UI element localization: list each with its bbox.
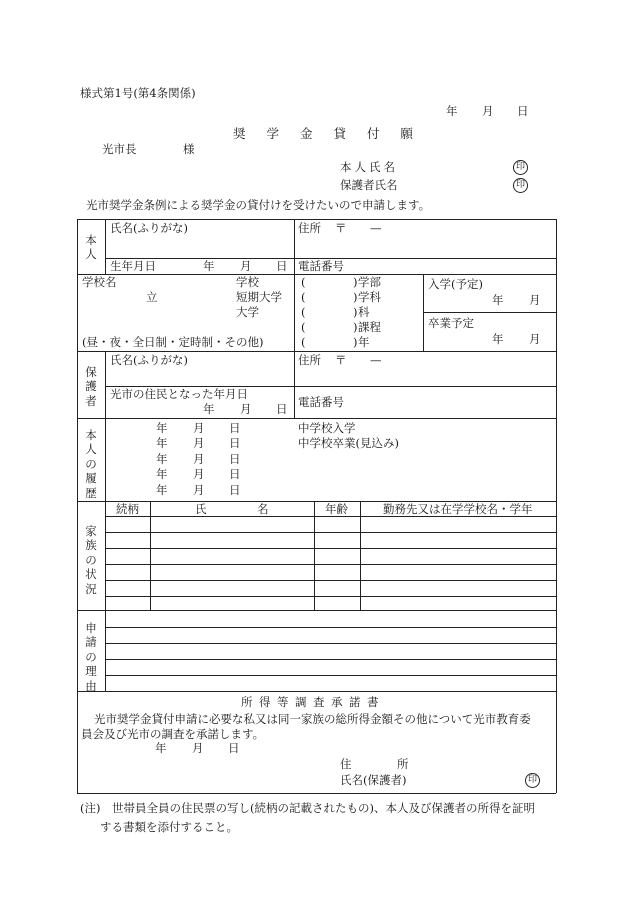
graduation-label: 卒業予定 bbox=[428, 316, 474, 330]
header-date-year: 年 bbox=[446, 104, 458, 118]
birthdate-year: 年 bbox=[203, 259, 215, 273]
consent-guardian-name-label: 氏名(保護者) bbox=[340, 773, 407, 787]
guardian-phone-label: 電話番号 bbox=[298, 395, 344, 409]
addressee: 光市長 bbox=[102, 142, 137, 156]
admission-label: 入学(予定) bbox=[428, 277, 483, 291]
form-title: 奨 学 金 貸 付 願 bbox=[233, 126, 413, 141]
division-nen: 年 bbox=[358, 335, 370, 349]
form-number: 様式第1号(第4条関係) bbox=[80, 86, 196, 100]
consent-month: 月 bbox=[192, 741, 204, 755]
applicant-postal-icon: 〒 bbox=[335, 221, 347, 235]
consent-day: 日 bbox=[228, 741, 240, 755]
resident-month: 月 bbox=[240, 402, 252, 416]
header-date-month: 月 bbox=[482, 104, 494, 118]
school-name-label: 学校名 bbox=[82, 275, 117, 289]
division-gakka: 学科 bbox=[358, 290, 381, 304]
applicant-phone-label: 電話番号 bbox=[298, 259, 344, 273]
guardian-name-field[interactable]: 氏名(ふりがな) bbox=[110, 353, 188, 367]
family-col-age: 年齢 bbox=[325, 502, 348, 516]
guardian-seal-icon: 印 bbox=[513, 178, 528, 193]
guardian-postal-icon: 〒 bbox=[335, 353, 347, 367]
school-type-daigaku: 大学 bbox=[236, 305, 259, 319]
history-section-label: 本 人 の 履 歴 bbox=[85, 428, 97, 500]
birthdate-label: 生年月日 bbox=[110, 259, 156, 273]
applicant-section-label: 本 人 bbox=[85, 233, 97, 262]
note-line-1: (注) 世帯員全員の住民票の写し(続柄の記載されたもの)、本人及び保護者の所得を証明 bbox=[80, 801, 535, 815]
note-line-2: する書類を添付すること。 bbox=[100, 820, 238, 834]
applicant-address-label: 住所 bbox=[298, 221, 321, 235]
reason-section-label: 申 請 の 理 由 bbox=[85, 621, 97, 693]
division-ka: 科 bbox=[358, 305, 370, 319]
consent-title: 所得等調査承諾書 bbox=[241, 695, 385, 709]
admission-month: 月 bbox=[529, 293, 541, 307]
addressee-sama: 様 bbox=[183, 142, 195, 156]
history-entry-enroll: 中学校入学 bbox=[298, 421, 356, 435]
consent-body-line-2: 員会及び光市の調査を承諾します。 bbox=[81, 727, 265, 741]
school-course-type: (昼・夜・全日制・定時制・その他) bbox=[82, 335, 264, 349]
applicant-name-field[interactable]: 氏名(ふりがな) bbox=[110, 221, 188, 235]
graduation-month: 月 bbox=[529, 332, 541, 346]
guardian-postal-dash: — bbox=[370, 353, 382, 367]
school-ritsu: 立 bbox=[146, 290, 158, 304]
family-col-name-2: 名 bbox=[257, 502, 269, 516]
consent-address-label-2: 所 bbox=[397, 757, 409, 771]
school-type-tandai: 短期大学 bbox=[236, 290, 282, 304]
graduation-year: 年 bbox=[492, 332, 504, 346]
history-entry-graduate: 中学校卒業(見込み) bbox=[298, 436, 399, 450]
applicant-postal-dash: — bbox=[370, 221, 382, 235]
family-col-workplace: 勤務先又は在学学校名・学年 bbox=[383, 502, 533, 516]
consent-seal-icon: 印 bbox=[525, 773, 540, 788]
guardian-section-label: 保 護 者 bbox=[85, 365, 97, 408]
intro-text: 光市奨学金条例による奨学金の貸付けを受けたいので申請します。 bbox=[86, 198, 431, 212]
guardian-address-label: 住所 bbox=[298, 353, 321, 367]
division-katei: 課程 bbox=[358, 320, 381, 334]
birthdate-day: 日 bbox=[276, 259, 288, 273]
resident-date-label: 光市の住民となった年月日 bbox=[110, 387, 248, 401]
header-date-day: 日 bbox=[517, 104, 529, 118]
applicant-seal-icon: 印 bbox=[513, 160, 528, 175]
applicant-name-label: 本人氏名 bbox=[340, 160, 398, 174]
family-section-label: 家 族 の 状 況 bbox=[85, 524, 97, 596]
consent-year: 年 bbox=[155, 741, 167, 755]
consent-body-line-1: 光市奨学金貸付申請に必要な私又は同一家族の総所得金額その他について光市教育委 bbox=[94, 712, 531, 726]
family-col-name-1: 氏 bbox=[195, 502, 207, 516]
division-gakubu: 学部 bbox=[358, 275, 381, 289]
family-col-relation: 続柄 bbox=[116, 502, 139, 516]
school-type-gakko: 学校 bbox=[236, 275, 259, 289]
resident-day: 日 bbox=[276, 402, 288, 416]
birthdate-month: 月 bbox=[240, 259, 252, 273]
admission-year: 年 bbox=[492, 293, 504, 307]
resident-year: 年 bbox=[203, 402, 215, 416]
guardian-name-label: 保護者氏名 bbox=[340, 178, 398, 192]
consent-address-label-1: 住 bbox=[340, 757, 352, 771]
